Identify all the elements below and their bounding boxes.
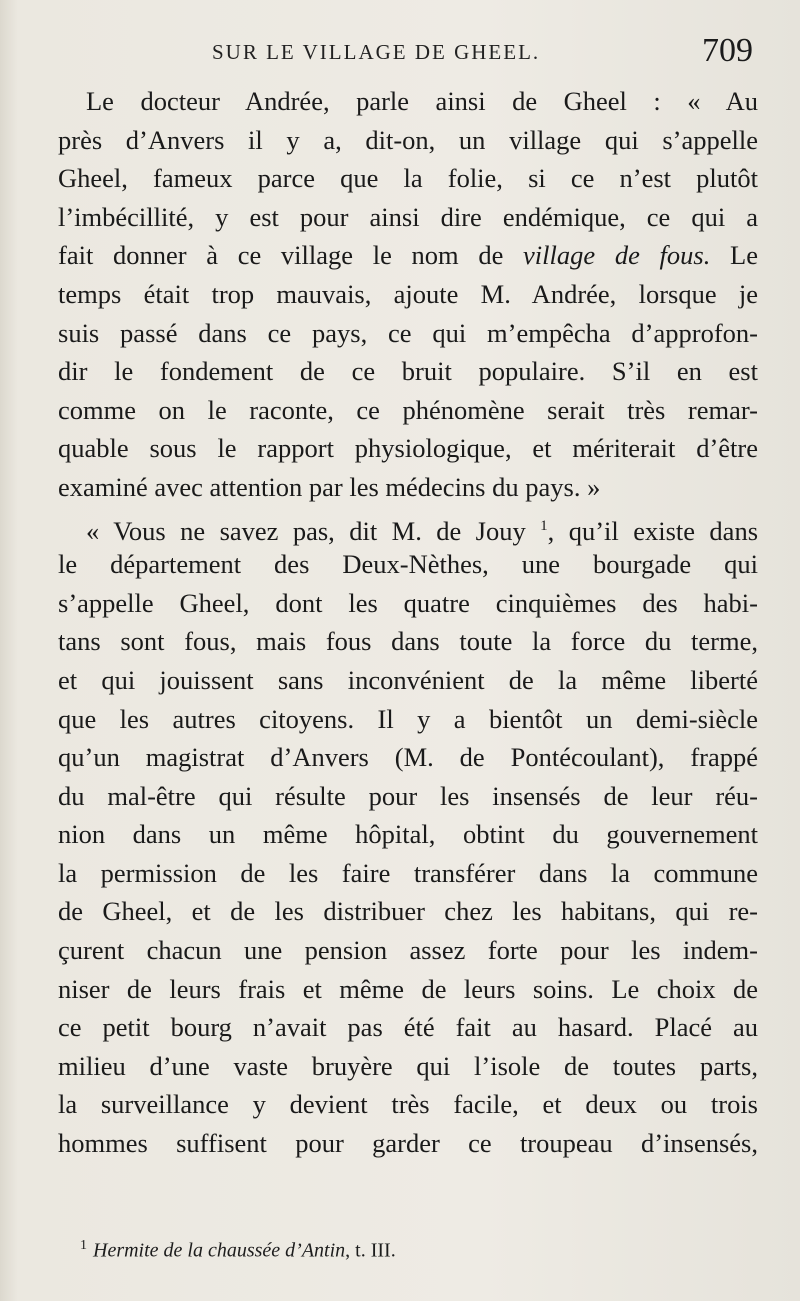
- text-line: [58, 970, 758, 1009]
- text-line-content: , qu’il existe dans: [547, 515, 759, 546]
- text-line: [58, 1047, 758, 1086]
- text-line: [58, 507, 758, 546]
- text-line-content: de Gheel, et de les distribuer chez les habitans, qui re-: [58, 896, 758, 927]
- text-line: [58, 892, 758, 931]
- text-line: [58, 314, 758, 353]
- text-line-content: comme on le raconte, ce phénomène serait très remar-: [58, 394, 758, 425]
- text-line: [58, 391, 758, 430]
- text-line-content: Le docteur Andrée, parle ainsi de Gheel : « Au: [86, 86, 758, 116]
- text-line-content: Gheel, fameux parce que la folie, si ce n’est plutôt: [58, 163, 758, 194]
- text-line-content: près d’Anvers il y a, dit-on, un village qui s’appelle: [58, 124, 758, 155]
- text-line: [58, 661, 758, 700]
- text-line: [58, 777, 758, 816]
- text-line: [58, 275, 758, 314]
- footnote: [80, 1238, 396, 1263]
- text-line: [58, 622, 758, 661]
- text-line: [58, 352, 758, 391]
- text-line-content: la permission de les faire transférer dans la commune: [58, 857, 758, 888]
- text-line-content: dir le fondement de ce bruit populaire. S’il en est: [58, 356, 758, 387]
- page-number: 709: [702, 32, 753, 69]
- text-line-content: fait donner à ce village le nom de: [58, 240, 524, 271]
- italic-phrase: village de fous.: [523, 240, 711, 271]
- footnote-mark: 1: [80, 1238, 87, 1253]
- text-line: [58, 700, 758, 739]
- text-line: [58, 429, 758, 468]
- text-line: [58, 815, 758, 854]
- text-line: [58, 584, 758, 623]
- text-line-content: que les autres citoyens. Il y a bientôt un demi-siècle: [58, 703, 758, 734]
- footnote-volume: , t. III.: [345, 1239, 396, 1262]
- text-line-content: l’imbécillité, y est pour ainsi dire endémique, ce qui a: [58, 201, 758, 232]
- text-line-content: nion dans un même hôpital, obtint du gouvernement: [58, 819, 758, 850]
- text-line-content: milieu d’une vaste bruyère qui l’isole de toutes parts,: [58, 1050, 758, 1081]
- text-line-content: du mal-être qui résulte pour les insensés de leur réu-: [58, 780, 758, 811]
- text-line-content: quable sous le rapport physiologique, et mériterait d’être: [58, 433, 758, 464]
- text-line-content: niser de leurs frais et même de leurs soins. Le choix de: [58, 973, 758, 1004]
- text-line-content: qu’un magistrat d’Anvers (M. de Pontécoulant), frappé: [58, 742, 758, 773]
- text-line: [58, 931, 758, 970]
- text-line-content: temps était trop mauvais, ajoute M. Andrée, lorsque je: [58, 278, 758, 309]
- text-line-content: « Vous ne savez pas, dit M. de Jouy: [86, 515, 541, 546]
- text-line: [58, 1124, 758, 1163]
- text-line-content: le département des Deux-Nèthes, une bourgade qui: [58, 549, 758, 580]
- text-line: [58, 159, 758, 198]
- text-line: [58, 198, 758, 237]
- text-line-content: hommes suffisent pour garder ce troupeau d’insensés,: [58, 1128, 758, 1159]
- text-line-content: et qui jouissent sans inconvénient de la même liberté: [58, 664, 758, 695]
- text-line-content: la surveillance y devient très facile, et deux ou trois: [58, 1089, 758, 1120]
- text-line: [58, 854, 758, 893]
- text-line-content: çurent chacun une pension assez forte pour les indem-: [58, 935, 758, 966]
- footnote-source: Hermite de la chaussée d’Antin: [93, 1239, 346, 1262]
- text-line-content: ce petit bourg n’avait pas été fait au hasard. Placé au: [58, 1012, 758, 1043]
- text-line: [58, 1085, 758, 1124]
- text-line: [58, 545, 758, 584]
- text-line: [58, 236, 758, 275]
- text-line-content: suis passé dans ce pays, ce qui m’empêcha d’approfon-: [58, 317, 758, 348]
- text-line-content: tans sont fous, mais fous dans toute la force du terme,: [58, 626, 758, 657]
- text-line: [58, 468, 758, 507]
- footnote-reference[interactable]: 1: [540, 517, 548, 534]
- text-line-content: s’appelle Gheel, dont les quatre cinquièmes des habi-: [58, 587, 758, 618]
- text-line-content: examiné avec attention par les médecins du pays. »: [58, 471, 601, 502]
- text-line: [58, 738, 758, 777]
- text-line: [58, 82, 758, 121]
- text-line: [58, 1008, 758, 1047]
- text-line-content: Le: [710, 240, 758, 271]
- text-line: [58, 121, 758, 160]
- body-text: [58, 82, 758, 1163]
- running-head: SUR LE VILLAGE DE GHEEL.: [212, 40, 541, 64]
- page-header: [0, 32, 800, 76]
